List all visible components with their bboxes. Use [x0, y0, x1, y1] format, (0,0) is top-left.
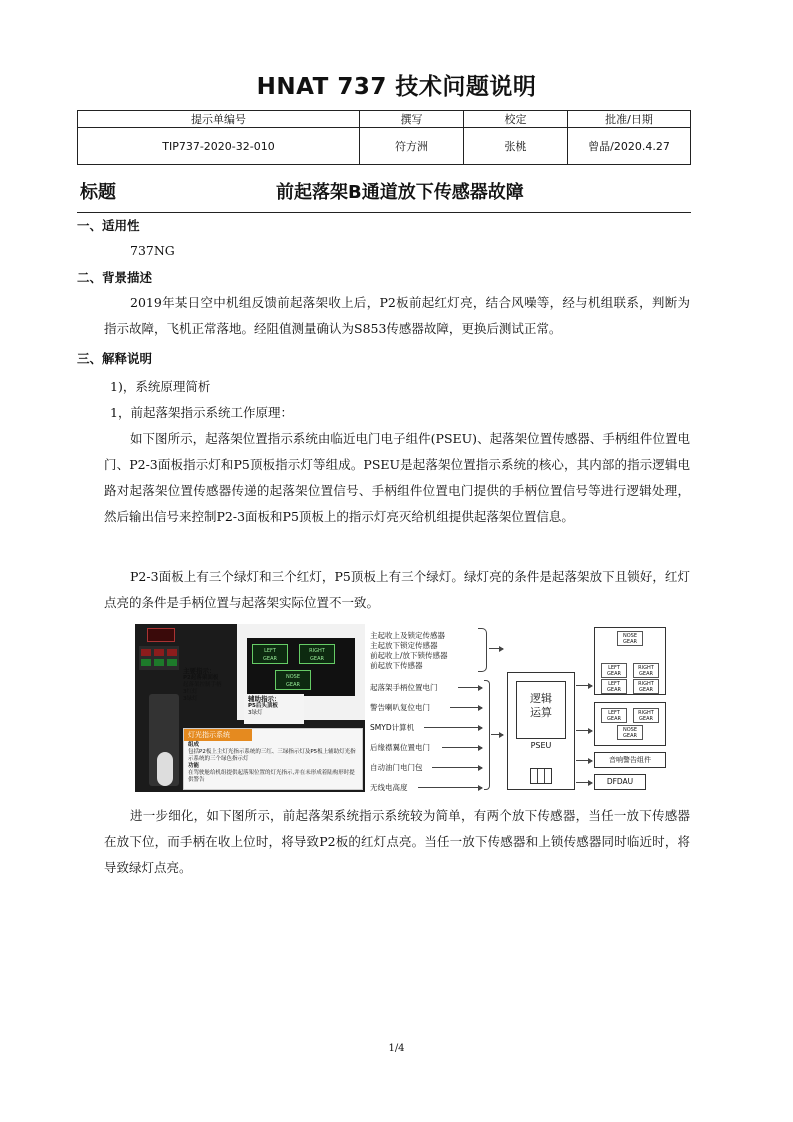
section-heading-background: 二、背景描述: [77, 270, 153, 285]
connector-icon: [530, 768, 552, 784]
right-gear-lamp: RIGHT GEAR: [633, 663, 659, 678]
p5-indicator-box: [594, 702, 666, 746]
arrow-icon: [432, 767, 482, 768]
pseu-box: [507, 672, 575, 790]
header-cell: 批准/日期: [568, 111, 691, 128]
input-label: SMYD计算机: [370, 723, 415, 732]
arrow-icon: [458, 687, 482, 688]
arrow-icon: [418, 787, 482, 788]
input-label: 前起收上/放下锁传感器: [370, 651, 448, 660]
divider: [77, 212, 691, 213]
right-gear-lamp-2: RIGHT GEAR: [633, 679, 659, 694]
input-label: 主起放下锁定传感器: [370, 641, 438, 650]
nose-gear-light: NOSE GEAR: [275, 670, 311, 690]
logic-box: 逻辑 运算: [516, 681, 566, 739]
subheading-principle: 1)，系统原理简析: [110, 379, 211, 394]
input-label: 主起收上及锁定传感器: [370, 631, 445, 640]
subject-label: 标题: [80, 182, 116, 203]
arrow-icon: [442, 747, 482, 748]
value-cell: 张桃: [464, 128, 568, 165]
input-label: 前起放下传感器: [370, 661, 423, 670]
gear-lever-handle-icon: [157, 752, 173, 786]
applicability-text: 737NG: [130, 243, 175, 258]
light-system-box: 灯光指示系统 组成 包括P2板上主灯光指示系统的三红、三绿指示灯及P5板上辅助灯光指示系统的三个绿色指示灯 功能 在驾驶舱给机组提供起落架位置的灯光指示,并在未形成着陆构形时提供警告: [183, 728, 363, 790]
header-cell: 校定: [464, 111, 568, 128]
subheading-nose-gear: 1，前起落架指示系统工作原理：: [110, 405, 293, 420]
pseu-label: PSEU: [530, 741, 552, 750]
page-number: 1/4: [388, 1043, 405, 1054]
p2-indicator-box: [594, 627, 666, 695]
value-cell: 符方洲: [360, 128, 464, 165]
document-title: HNAT 737 技术问题说明: [256, 74, 537, 100]
aux-indication: 辅助指示： P5后头顶板 3绿灯: [244, 694, 304, 724]
left-gear-lamp: LEFT GEAR: [601, 663, 627, 678]
header-cell: 撰写: [360, 111, 464, 128]
arrow-icon: [576, 685, 592, 686]
value-cell: TIP737-2020-32-010: [78, 128, 360, 165]
nose-gear-lamp: NOSE GEAR: [617, 631, 643, 646]
arrow-icon: [450, 707, 482, 708]
left-gear-light: LEFT GEAR: [252, 644, 288, 664]
dfdau-box: DFDAU: [594, 774, 646, 790]
input-label: 后缘襟翼位置电门: [370, 743, 430, 752]
background-paragraph: 2019年某日空中机组反馈前起落架收上后，P2板前起红灯亮，结合风噪等，经与机组联系，判断为指示故障，飞机正常落地。经阻值测量确认为S853传感器故障，更换后测试正常。: [104, 295, 690, 336]
aural-warning-box: 音响警告组件: [594, 752, 666, 768]
arrow-icon: [489, 648, 503, 649]
subject-text: 前起落架B通道放下传感器故障: [276, 182, 524, 203]
bracket: [478, 628, 487, 672]
detail-paragraph: 进一步细化，如下图所示，前起落架系统指示系统较为简单，有两个放下传感器，当任一放下传感器在放下位，而手柄在收上位时，将导致P2板的红灯点亮。当任一放下传感器和上锁传感器同时临近时，将导致绿灯点亮。: [104, 808, 690, 875]
input-label: 警告喇叭复位电门: [370, 703, 430, 712]
arrow-icon: [491, 734, 503, 735]
header-cell: 提示单编号: [78, 111, 360, 128]
value-cell: 曾晶/2020.4.27: [568, 128, 691, 165]
section-heading-applicability: 一、适用性: [77, 218, 140, 233]
arrow-icon: [576, 760, 592, 761]
lights-paragraph: P2-3面板上有三个绿灯和三个红灯，P5顶板上有三个绿灯。绿灯亮的条件是起落架放下且锁好，红灯点亮的条件是手柄位置与起落架实际位置不一致。: [104, 569, 690, 610]
nose-gear-lamp-p5: NOSE GEAR: [617, 725, 643, 740]
header-table: [77, 110, 691, 165]
left-gear-lamp-2: LEFT GEAR: [601, 679, 627, 694]
arrow-icon: [424, 727, 482, 728]
left-gear-lamp-p5: LEFT GEAR: [601, 708, 627, 723]
arrow-icon: [576, 782, 592, 783]
right-gear-light: RIGHT GEAR: [299, 644, 335, 664]
input-label: 起落架手柄位置电门: [370, 683, 438, 692]
right-gear-lamp-p5: RIGHT GEAR: [633, 708, 659, 723]
section-heading-explanation: 三、解释说明: [77, 351, 153, 366]
input-label: 自动油门电门包: [370, 763, 423, 772]
main-indication: 主要指示： P2起落架面板 起落架控制手柄 3红灯 3绿灯: [183, 667, 222, 702]
arrow-icon: [576, 730, 592, 731]
principle-paragraph: 如下图所示，起落架位置指示系统由临近电门电子组件(PSEU)、起落架位置传感器、手柄组件位置电门、P2-3面板指示灯和P5顶板指示灯等组成。PSEU是起落架位置指示系统的核心，其内部的指示逻辑电路对起落架位置传感器传递的起落架位置信号、手柄组件位置电门提供的手柄位置信号等进行逻辑处理，然后输出信号来控制P2-3面板和P5顶板上的指示灯亮灭给机组提供起落架位置信息。: [104, 431, 690, 524]
red-lights-panel: [139, 646, 179, 670]
input-label: 无线电高度: [370, 783, 408, 792]
bracket: [484, 680, 490, 790]
red-light-icon: [147, 628, 175, 642]
